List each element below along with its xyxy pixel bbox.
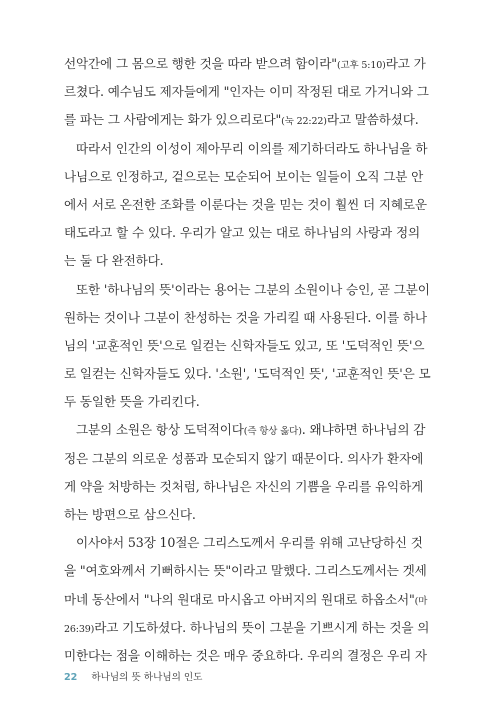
page-number: 22 [64, 672, 78, 683]
text-line: 두 동일한 뜻을 가리킨다. [64, 394, 200, 410]
text-line: 는 둘 다 완전하다. [64, 253, 164, 269]
text-line: 선악간에 그 몸으로 행한 것을 따라 받으려 함이라"(고후 5:10)라고 가 [64, 56, 426, 71]
text-line: 이사야서 53장 10절은 그리스도께서 우리를 위해 고난당하신 것 [76, 535, 423, 551]
text-line: 에서 서로 온전한 조화를 이룬다는 것을 믿는 것이 훨씬 더 지혜로운 [64, 196, 427, 212]
scripture-reference: (즉 항상 옳다) [243, 426, 302, 438]
scripture-reference: 26:39) [64, 623, 95, 635]
text-line: 정은 그분의 의로운 성품과 모순되지 않기 때문이다. 의사가 환자에 [64, 450, 424, 466]
text-line: 나님으로 인정하고, 겉으로는 모순되어 보이는 일들이 오직 그분 안 [64, 168, 424, 184]
text-line: 태도라고 할 수 있다. 우리가 알고 있는 대로 하나님의 사랑과 정의 [64, 225, 420, 241]
text-line: 하는 방편으로 삼으신다. [64, 507, 196, 522]
text-line: 를 파는 그 사람에게는 화가 있으리로다"(눅 22:22)라고 말씀하셨다. [64, 112, 419, 128]
text-line: 마네 동산에서 "나의 원대로 마시옵고 아버지의 원대로 하옵소서"(마 [64, 591, 428, 607]
text-line: 원하는 것이나 그분이 찬성하는 것을 가리킬 때 사용된다. 이를 하나 [64, 309, 427, 325]
scripture-reference: (마 [414, 595, 428, 607]
scripture-reference: (고후 5:10) [336, 60, 386, 71]
text-line: 또한 '하나님의 뜻'이라는 용어는 그분의 소원이나 승인, 곧 그분이 [76, 281, 430, 297]
text-line: 로 일컫는 신학자들도 있다. '소원', '도덕적인 뜻', '교훈적인 뜻'은 모 [64, 366, 431, 382]
text-line: 따라서 인간의 이성이 제아무리 이의를 제기하더라도 하나님을 하 [76, 140, 428, 156]
body-text [64, 50, 431, 670]
text-line: 미한다는 점을 이해하는 것은 매우 중요하다. 우리의 결정은 우리 자 [64, 647, 427, 663]
text-line: 님의 '교훈적인 뜻'으로 일컫는 신학자들도 있고, 또 '도덕적인 뜻'으 [64, 337, 425, 353]
running-title: 하나님의 뜻 하나님의 인도 [91, 672, 203, 683]
text-line: 르쳤다. 예수님도 제자들에게 "인자는 이미 작정된 대로 가거니와 그 [64, 84, 429, 100]
text-line: 을 "여호와께서 기뻐하시는 뜻"이라고 말했다. 그리스도께서는 겟세 [64, 563, 427, 579]
text-line: 26:39)라고 기도하셨다. 하나님의 뜻이 그분을 기쁘시게 하는 것을 의 [64, 619, 430, 635]
text-line: 게 약을 처방하는 것처럼, 하나님은 자신의 기쁨을 우리를 유익하게 [64, 478, 424, 494]
text-line: 그분의 소원은 항상 도덕적이다(즉 항상 옳다). 왜냐하면 하나님의 감 [76, 422, 426, 438]
scripture-reference: (눅 22:22) [281, 116, 327, 128]
page-footer [64, 670, 202, 686]
